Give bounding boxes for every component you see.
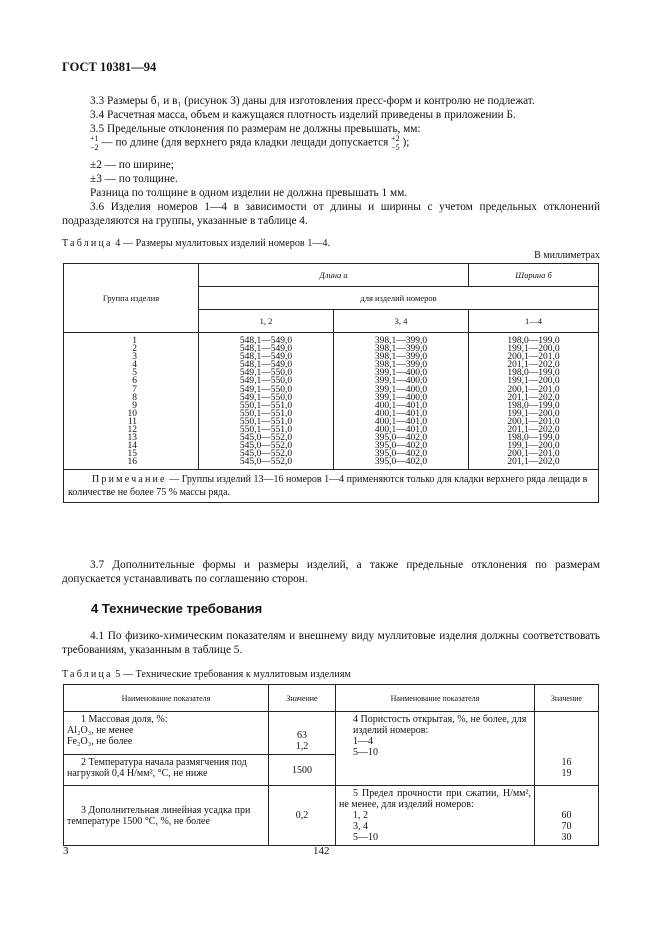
row3-name: 3 Дополнительная линейная усадка при температуре 1500 °С, %, не более [64,786,269,846]
groups-column: 1 2 3 4 5 6 7 8 9 10 11 12 13 14 15 16 [64,333,199,470]
paragraph-3-7: 3.7 Дополнительные формы и размеры изделий, а также предельные отклонения по размерам допускается устанавливать по соглашению сторон. [62,559,600,585]
row4-name: 4 Пористость открытая, %, не более, для изделий номеров: 1—4 5—10 [336,712,535,786]
page-number-left: 3 [63,845,69,857]
sub-header-1-4: 1—4 [469,310,599,333]
row1-value: 63 1,2 [269,712,336,755]
length-3-4-column: 398,1—399,0 398,1—399,0 398,1—399,0 398,1—399,0 399,1—400,0 399,1—400,0 399,1—400,0 399,1—400,0 400,1—401,0 400,1—401,0 400,1—401,0 400,1—401,0 395,0—402,0 395,0—402,0 395,0—402,0 395,0—402,0 [334,333,469,470]
length-tolerance-top-row: +2 −5 [391,134,400,152]
table4-caption: Таблица 4 — Размеры муллитовых изделий номеров 1—4. [62,238,331,249]
paragraph-3-6: 3.6 Изделия номеров 1—4 в зависимости от длины и ширины с учетом предельных отклонений подразделяются на группы, указанные в таблице 4. [62,201,600,227]
header-name-right: Наименование показателя [336,685,535,712]
sub-header-products: для изделий номеров [199,287,599,310]
paragraph-3-4: 3.4 Расчетная масса, объем и кажущаяся плотность изделий приведены в приложении Б. [90,109,516,121]
paragraph-4-1: 4.1 По физико-химическим показателям и внешнему виду муллитовые изделия должны соответствовать требованиям, указанным в таблице 5. [62,630,600,656]
paragraph-3-5-width: ±2 — по ширине; [90,159,174,171]
table4-note: Примечание — Группы изделий 13—16 номеров 1—4 применяются только для кладки верхнего ряда лещади в количестве не более 75 % массы ряда. [64,469,599,502]
header-name-left: Наименование показателя [64,685,269,712]
table4-units: В миллиметрах [534,250,600,261]
paragraph-3-3: 3.3 Размеры б₁ и в₁ (рисунок 3) даны для изготовления пресс-форм и контролю не подлежат. [90,95,535,107]
length-1-2-column: 548,1—549,0 548,1—549,0 548,1—549,0 548,1—549,0 549,1—550,0 549,1—550,0 549,1—550,0 549,1—550,0 550,1—551,0 550,1—551,0 550,1—551,0 550,1—551,0 545,0—552,0 545,0—552,0 545,0—552,0 545,0—552,0 [199,333,334,470]
page-number-center: 142 [313,845,330,857]
document-header: ГОСТ 10381—94 [62,60,157,74]
paragraph-3-5-length: +1 −2 — по длине (для верхнего ряда кладки лещади допускается +2 −5 ); [90,134,410,152]
col-group-header: Группа изделия [64,264,199,333]
table4 [63,263,599,503]
row2-name: 2 Температура начала размягчения под нагрузкой 0,4 Н/мм², °С, не ниже [64,755,269,786]
table5 [63,684,599,846]
row5-value: 60 70 30 [535,786,599,846]
row5-name: 5 Предел прочности при сжатии, Н/мм², не менее, для изделий номеров: 1, 2 3, 4 5—10 [336,786,535,846]
header-value-left: Значение [269,685,336,712]
row4-value: 16 19 [535,712,599,786]
row1-name: 1 Массовая доля, %: Al₂O₃, не менее Fe₂O₃, не более [64,712,269,755]
paragraph-3-5: 3.5 Предельные отклонения по размерам не должны превышать, мм: [90,123,421,135]
col-width-header: Ширина б [469,264,599,287]
row3-value: 0,2 [269,786,336,846]
header-value-right: Значение [535,685,599,712]
length-tolerance: +1 −2 [90,134,99,152]
sub-header-1-2: 1, 2 [199,310,334,333]
sub-header-3-4: 3, 4 [334,310,469,333]
section-title: 4 Технические требования [91,601,263,616]
paragraph-3-5-thickness: ±3 — по толщине. [90,173,178,185]
width-1-4-column: 198,0—199,0 199,1—200,0 200,1—201,0 201,1—202,0 198,0—199,0 199,1—200,0 200,1—201,0 201,1—202,0 198,0—199,0 199,1—200,0 200,1—201,0 201,1—202,0 198,0—199,0 199,1—200,0 200,1—201,0 201,1—202,0 [469,333,599,470]
table5-caption: Таблица 5 — Технические требования к муллитовым изделиям [62,669,351,680]
col-length-header: Длина а [199,264,469,287]
row2-value: 1500 [269,755,336,786]
paragraph-3-5-difference: Разница по толщине в одном изделии не должна превышать 1 мм. [90,187,408,199]
